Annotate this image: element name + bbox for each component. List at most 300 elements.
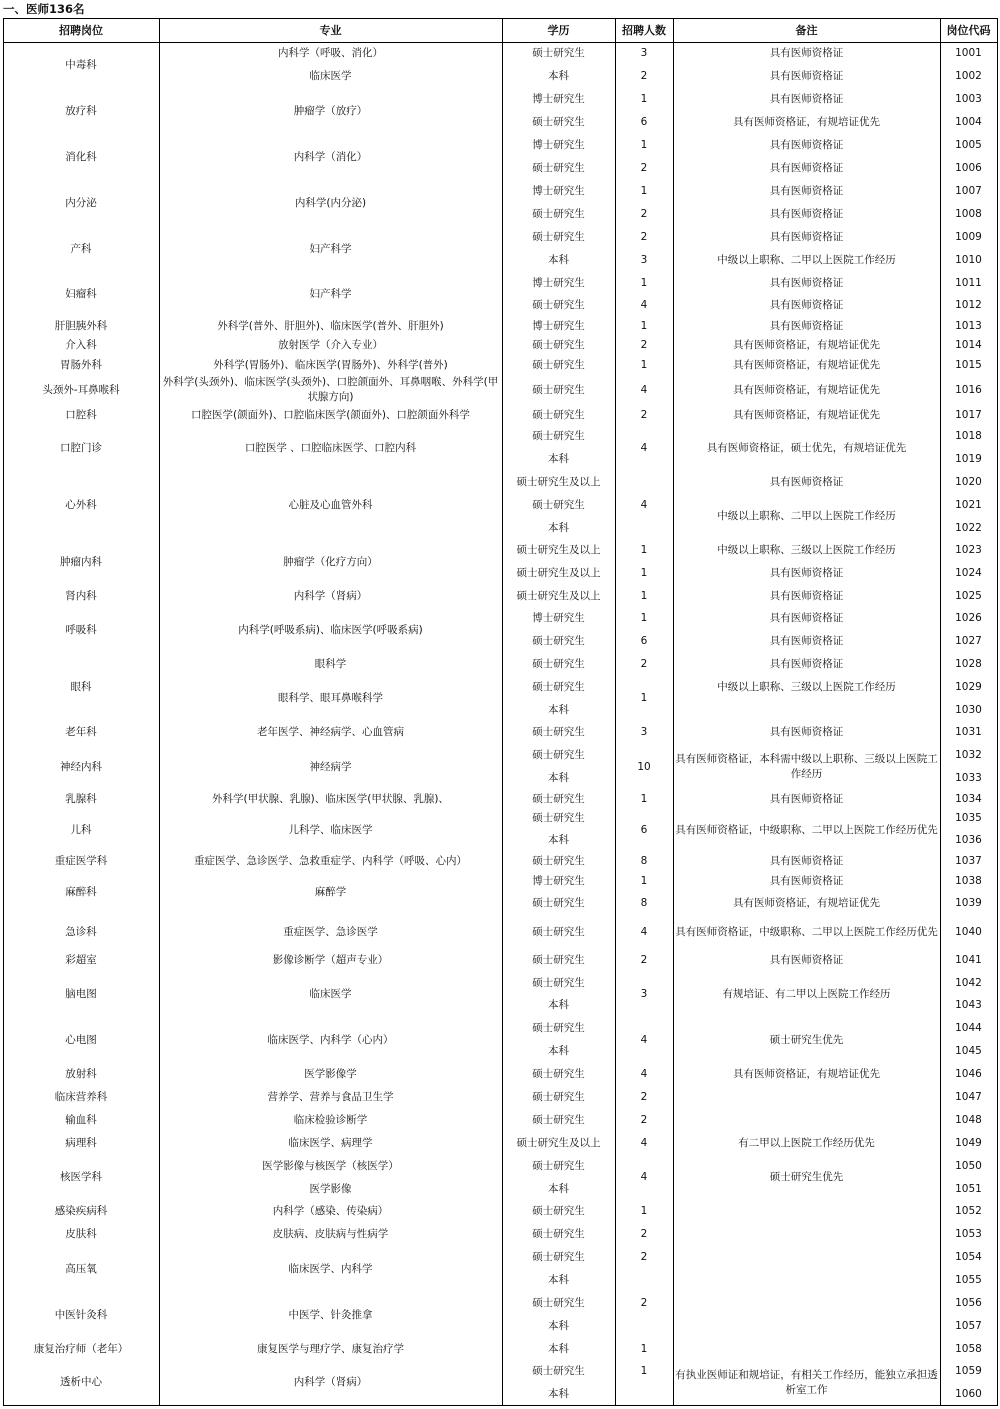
cell-code: 1018 bbox=[940, 425, 997, 448]
cell-note: 具有医师资格证 bbox=[673, 180, 940, 203]
cell-code: 1013 bbox=[940, 316, 997, 336]
cell-code: 1055 bbox=[940, 1269, 997, 1292]
cell-count: 4 bbox=[615, 1063, 673, 1086]
cell-major: 肿瘤学（化疗方向） bbox=[159, 539, 502, 585]
cell-note: 具有医师资格证，硕士优先，有规培证优先 bbox=[673, 425, 940, 471]
cell-major: 内科学（肾病） bbox=[159, 585, 502, 607]
cell-note: 具有医师资格证 bbox=[673, 203, 940, 226]
cell-major: 儿科学、临床医学 bbox=[159, 808, 502, 852]
cell-count: 3 bbox=[615, 972, 673, 1017]
cell-count: 1 bbox=[615, 870, 673, 892]
cell-code: 1042 bbox=[940, 972, 997, 994]
cell-count: 1 bbox=[615, 134, 673, 157]
cell-major: 妇产科学 bbox=[159, 272, 502, 316]
cell-note: 具有医师资格证 bbox=[673, 949, 940, 972]
cell-major: 临床医学、病理学 bbox=[159, 1131, 502, 1155]
cell-edu: 硕士研究生 bbox=[502, 721, 615, 744]
post-name: 胃肠外科 bbox=[3, 355, 159, 375]
cell-note: 具有医师资格证，有规培证优先 bbox=[673, 111, 940, 134]
post-name: 神经内科 bbox=[3, 744, 159, 790]
column-header: 专业 bbox=[159, 18, 502, 42]
cell-note: 有执业医师证和规培证，有相关工作经历，能独立承担透析室工作 bbox=[673, 1360, 940, 1405]
cell-note: 具有医师资格证 bbox=[673, 852, 940, 870]
cell-major: 内科学(内分泌) bbox=[159, 180, 502, 226]
cell-note: 具有医师资格证 bbox=[673, 134, 940, 157]
cell-count: 1 bbox=[615, 790, 673, 808]
cell-edu: 硕士研究生 bbox=[502, 744, 615, 767]
post-name: 内分泌 bbox=[3, 180, 159, 226]
cell-code: 1029 bbox=[940, 676, 997, 699]
post-name: 老年科 bbox=[3, 721, 159, 744]
cell-code: 1032 bbox=[940, 744, 997, 767]
cell-count: 1 bbox=[615, 539, 673, 562]
cell-note: 具有医师资格证 bbox=[673, 585, 940, 607]
cell-count: 1 bbox=[615, 1200, 673, 1223]
cell-edu: 硕士研究生 bbox=[502, 630, 615, 653]
cell-code: 1058 bbox=[940, 1338, 997, 1360]
cell-count bbox=[615, 1269, 673, 1292]
cell-edu: 硕士研究生 bbox=[502, 1086, 615, 1109]
cell-note: 具有医师资格证 bbox=[673, 42, 940, 65]
cell-code: 1007 bbox=[940, 180, 997, 203]
cell-count: 1 bbox=[615, 355, 673, 375]
cell-edu: 本科 bbox=[502, 249, 615, 272]
cell-count: 1 bbox=[615, 585, 673, 607]
cell-code: 1043 bbox=[940, 994, 997, 1017]
post-name: 儿科 bbox=[3, 808, 159, 852]
cell-code: 1003 bbox=[940, 88, 997, 111]
cell-note: 具有医师资格证 bbox=[673, 653, 940, 676]
cell-count bbox=[615, 1315, 673, 1338]
cell-edu: 硕士研究生 bbox=[502, 1360, 615, 1383]
cell-major: 外科学(头颈外)、临床医学(头颈外)、口腔颌面外、耳鼻咽喉、外科学(甲状腺方向) bbox=[159, 375, 502, 405]
cell-count: 2 bbox=[615, 1086, 673, 1109]
cell-note: 具有医师资格证 bbox=[673, 226, 940, 249]
cell-count: 2 bbox=[615, 1246, 673, 1269]
cell-edu: 硕士研究生 bbox=[502, 157, 615, 180]
post-name: 肾内科 bbox=[3, 585, 159, 607]
cell-edu: 硕士研究生 bbox=[502, 405, 615, 425]
cell-note: 具有医师资格证，有规培证优先 bbox=[673, 336, 940, 355]
cell-edu: 硕士研究生及以上 bbox=[502, 585, 615, 607]
cell-edu: 硕士研究生 bbox=[502, 1155, 615, 1178]
cell-count: 1 bbox=[615, 676, 673, 721]
cell-code: 1060 bbox=[940, 1383, 997, 1405]
cell-note: 具有医师资格证，有规培证优先 bbox=[673, 1063, 940, 1086]
cell-edu: 硕士研究生 bbox=[502, 1223, 615, 1246]
post-name: 脑电图 bbox=[3, 972, 159, 1017]
cell-code: 1033 bbox=[940, 767, 997, 790]
cell-edu: 本科 bbox=[502, 1315, 615, 1338]
post-name: 中医针灸科 bbox=[3, 1292, 159, 1338]
cell-note: 硕士研究生优先 bbox=[673, 1155, 940, 1200]
cell-edu: 博士研究生 bbox=[502, 870, 615, 892]
cell-code: 1050 bbox=[940, 1155, 997, 1178]
cell-code: 1056 bbox=[940, 1292, 997, 1315]
cell-edu: 博士研究生 bbox=[502, 180, 615, 203]
cell-code: 1053 bbox=[940, 1223, 997, 1246]
cell-count: 8 bbox=[615, 892, 673, 915]
cell-code: 1001 bbox=[940, 42, 997, 65]
post-name: 消化科 bbox=[3, 134, 159, 180]
cell-note: 具有医师资格证，中级职称、二甲以上医院工作经历优先 bbox=[673, 808, 940, 852]
post-name: 乳腺科 bbox=[3, 790, 159, 808]
cell-count: 1 bbox=[615, 88, 673, 111]
cell-edu: 本科 bbox=[502, 1338, 615, 1360]
cell-major: 临床医学 bbox=[159, 972, 502, 1017]
cell-note: 中级以上职称、三级以上医院工作经历 bbox=[673, 539, 940, 562]
cell-code: 1036 bbox=[940, 829, 997, 852]
post-name: 头颈外-耳鼻喉科 bbox=[3, 375, 159, 405]
cell-major: 心脏及心血管外科 bbox=[159, 471, 502, 539]
cell-code: 1027 bbox=[940, 630, 997, 653]
cell-code: 1012 bbox=[940, 295, 997, 316]
post-name: 心电图 bbox=[3, 1017, 159, 1063]
cell-edu: 硕士研究生 bbox=[502, 203, 615, 226]
cell-code: 1019 bbox=[940, 448, 997, 471]
cell-code: 1054 bbox=[940, 1246, 997, 1269]
cell-major: 麻醉学 bbox=[159, 870, 502, 915]
cell-major: 内科学（感染、传染病） bbox=[159, 1200, 502, 1223]
cell-note: 具有医师资格证，有规培证优先 bbox=[673, 892, 940, 915]
cell-major: 内科学（肾病） bbox=[159, 1360, 502, 1405]
cell-major: 妇产科学 bbox=[159, 226, 502, 272]
column-header: 招聘人数 bbox=[615, 18, 673, 42]
post-name: 麻醉科 bbox=[3, 870, 159, 915]
column-header: 备注 bbox=[673, 18, 940, 42]
cell-count: 1 bbox=[615, 180, 673, 203]
cell-code: 1047 bbox=[940, 1086, 997, 1109]
cell-count: 1 bbox=[615, 1338, 673, 1360]
cell-count: 4 bbox=[615, 1155, 673, 1200]
cell-edu: 本科 bbox=[502, 699, 615, 721]
cell-note bbox=[673, 1246, 940, 1269]
cell-major: 临床检验诊断学 bbox=[159, 1109, 502, 1131]
cell-code: 1023 bbox=[940, 539, 997, 562]
cell-count: 6 bbox=[615, 630, 673, 653]
post-name: 皮肤科 bbox=[3, 1223, 159, 1246]
cell-major: 临床医学、内科学 bbox=[159, 1246, 502, 1292]
cell-count bbox=[615, 1383, 673, 1405]
column-header: 岗位代码 bbox=[940, 18, 997, 42]
cell-edu: 硕士研究生 bbox=[502, 336, 615, 355]
cell-note: 具有医师资格证 bbox=[673, 272, 940, 295]
post-name: 核医学科 bbox=[3, 1155, 159, 1200]
cell-major: 重症医学、急诊医学 bbox=[159, 915, 502, 949]
post-name: 放疗科 bbox=[3, 88, 159, 134]
cell-major: 口腔医学(颌面外)、口腔临床医学(颌面外)、口腔颌面外科学 bbox=[159, 405, 502, 425]
cell-major: 医学影像学 bbox=[159, 1063, 502, 1086]
cell-count: 4 bbox=[615, 1017, 673, 1063]
cell-major: 外科学(胃肠外)、临床医学(胃肠外)、外科学(普外) bbox=[159, 355, 502, 375]
cell-edu: 本科 bbox=[502, 65, 615, 88]
cell-note: 具有医师资格证，有规培证优先 bbox=[673, 375, 940, 405]
cell-edu: 硕士研究生 bbox=[502, 949, 615, 972]
cell-code: 1020 bbox=[940, 471, 997, 494]
cell-edu: 本科 bbox=[502, 767, 615, 790]
cell-edu: 博士研究生 bbox=[502, 272, 615, 295]
post-name: 肿瘤内科 bbox=[3, 539, 159, 585]
cell-note bbox=[673, 1086, 940, 1109]
cell-note: 硕士研究生优先 bbox=[673, 1017, 940, 1063]
cell-note: 有二甲以上医院工作经历优先 bbox=[673, 1131, 940, 1155]
cell-edu: 硕士研究生 bbox=[502, 852, 615, 870]
post-name: 妇瘤科 bbox=[3, 272, 159, 316]
post-name: 中毒科 bbox=[3, 42, 159, 88]
cell-code: 1014 bbox=[940, 336, 997, 355]
cell-major: 临床医学、内科学（心内） bbox=[159, 1017, 502, 1063]
cell-note: 具有医师资格证 bbox=[673, 562, 940, 585]
cell-note bbox=[673, 1338, 940, 1360]
cell-major: 营养学、营养与食品卫生学 bbox=[159, 1086, 502, 1109]
cell-code: 1031 bbox=[940, 721, 997, 744]
cell-count: 2 bbox=[615, 1109, 673, 1131]
cell-note: 具有医师资格证 bbox=[673, 870, 940, 892]
cell-edu: 硕士研究生 bbox=[502, 355, 615, 375]
cell-count: 10 bbox=[615, 744, 673, 790]
cell-note: 具有医师资格证，有规培证优先 bbox=[673, 355, 940, 375]
cell-count: 3 bbox=[615, 42, 673, 65]
cell-edu: 本科 bbox=[502, 994, 615, 1017]
cell-edu: 博士研究生 bbox=[502, 134, 615, 157]
cell-count: 3 bbox=[615, 721, 673, 744]
cell-code: 1037 bbox=[940, 852, 997, 870]
cell-edu: 硕士研究生 bbox=[502, 790, 615, 808]
cell-count: 4 bbox=[615, 375, 673, 405]
post-name: 康复治疗师（老年） bbox=[3, 1338, 159, 1360]
cell-code: 1030 bbox=[940, 699, 997, 721]
cell-edu: 硕士研究生 bbox=[502, 226, 615, 249]
cell-major: 外科学(普外、肝胆外)、临床医学(普外、肝胆外) bbox=[159, 316, 502, 336]
cell-major: 内科学（呼吸、消化） bbox=[159, 42, 502, 65]
cell-edu: 博士研究生 bbox=[502, 88, 615, 111]
cell-count: 2 bbox=[615, 653, 673, 676]
cell-code: 1004 bbox=[940, 111, 997, 134]
section-title: 一、医师136名 bbox=[3, 2, 85, 16]
cell-code: 1024 bbox=[940, 562, 997, 585]
cell-edu: 硕士研究生 bbox=[502, 425, 615, 448]
cell-code: 1022 bbox=[940, 517, 997, 539]
cell-code: 1057 bbox=[940, 1315, 997, 1338]
post-name: 病理科 bbox=[3, 1131, 159, 1155]
cell-code: 1017 bbox=[940, 405, 997, 425]
cell-code: 1011 bbox=[940, 272, 997, 295]
cell-edu: 硕士研究生 bbox=[502, 1063, 615, 1086]
cell-count: 1 bbox=[615, 562, 673, 585]
cell-code: 1046 bbox=[940, 1063, 997, 1086]
cell-note: 具有医师资格证 bbox=[673, 607, 940, 630]
cell-count: 2 bbox=[615, 1292, 673, 1315]
cell-note bbox=[673, 1200, 940, 1223]
cell-edu: 硕士研究生 bbox=[502, 1200, 615, 1223]
cell-code: 1059 bbox=[940, 1360, 997, 1383]
cell-note: 中级以上职称、二甲以上医院工作经历 bbox=[673, 494, 940, 539]
cell-count: 2 bbox=[615, 336, 673, 355]
cell-code: 1034 bbox=[940, 790, 997, 808]
cell-count: 4 bbox=[615, 295, 673, 316]
cell-major: 神经病学 bbox=[159, 744, 502, 790]
cell-major: 医学影像与核医学（核医学） bbox=[159, 1155, 502, 1178]
cell-edu: 硕士研究生 bbox=[502, 915, 615, 949]
cell-count: 2 bbox=[615, 65, 673, 88]
cell-major: 皮肤病、皮肤病与性病学 bbox=[159, 1223, 502, 1246]
cell-count: 2 bbox=[615, 405, 673, 425]
post-name: 彩超室 bbox=[3, 949, 159, 972]
post-name: 呼吸科 bbox=[3, 607, 159, 653]
post-name: 输血科 bbox=[3, 1109, 159, 1131]
cell-code: 1016 bbox=[940, 375, 997, 405]
cell-edu: 本科 bbox=[502, 1040, 615, 1063]
cell-edu: 硕士研究生及以上 bbox=[502, 471, 615, 494]
cell-note: 中级以上职称、二甲以上医院工作经历 bbox=[673, 249, 940, 272]
cell-note: 具有医师资格证 bbox=[673, 316, 940, 336]
cell-code: 1038 bbox=[940, 870, 997, 892]
cell-edu: 硕士研究生 bbox=[502, 494, 615, 517]
cell-edu: 本科 bbox=[502, 517, 615, 539]
cell-note bbox=[673, 699, 940, 721]
cell-code: 1039 bbox=[940, 892, 997, 915]
cell-edu: 硕士研究生 bbox=[502, 892, 615, 915]
post-name: 口腔科 bbox=[3, 405, 159, 425]
cell-count: 2 bbox=[615, 203, 673, 226]
cell-note: 具有医师资格证 bbox=[673, 630, 940, 653]
cell-edu: 硕士研究生及以上 bbox=[502, 1131, 615, 1155]
cell-major: 放射医学（介入专业） bbox=[159, 336, 502, 355]
post-name: 重症医学科 bbox=[3, 852, 159, 870]
cell-count: 6 bbox=[615, 111, 673, 134]
column-header: 学历 bbox=[502, 18, 615, 42]
cell-code: 1049 bbox=[940, 1131, 997, 1155]
cell-note bbox=[673, 1315, 940, 1338]
cell-edu: 硕士研究生 bbox=[502, 111, 615, 134]
cell-count: 2 bbox=[615, 949, 673, 972]
post-name: 心外科 bbox=[3, 471, 159, 539]
cell-note: 具有医师资格证 bbox=[673, 157, 940, 180]
cell-major: 内科学(呼吸系病)、临床医学(呼吸系病) bbox=[159, 607, 502, 653]
cell-major: 中医学、针灸推拿 bbox=[159, 1292, 502, 1338]
cell-major: 口腔医学 、口腔临床医学、口腔内科 bbox=[159, 425, 502, 471]
cell-count: 4 bbox=[615, 425, 673, 471]
cell-edu: 硕士研究生 bbox=[502, 42, 615, 65]
cell-edu: 本科 bbox=[502, 448, 615, 471]
cell-code: 1041 bbox=[940, 949, 997, 972]
cell-code: 1045 bbox=[940, 1040, 997, 1063]
cell-count: 1 bbox=[615, 316, 673, 336]
post-name: 介入科 bbox=[3, 336, 159, 355]
post-name: 高压氧 bbox=[3, 1246, 159, 1292]
cell-code: 1008 bbox=[940, 203, 997, 226]
cell-code: 1021 bbox=[940, 494, 997, 517]
cell-note: 具有医师资格证，中级职称、二甲以上医院工作经历优先 bbox=[673, 915, 940, 949]
post-name: 口腔门诊 bbox=[3, 425, 159, 471]
cell-count: 1 bbox=[615, 607, 673, 630]
cell-note: 具有医师资格证，有规培证优先 bbox=[673, 405, 940, 425]
cell-major: 影像诊断学（超声专业） bbox=[159, 949, 502, 972]
cell-count: 2 bbox=[615, 157, 673, 180]
cell-edu: 硕士研究生 bbox=[502, 1017, 615, 1040]
cell-code: 1040 bbox=[940, 915, 997, 949]
cell-code: 1051 bbox=[940, 1178, 997, 1200]
cell-edu: 本科 bbox=[502, 829, 615, 852]
cell-note: 具有医师资格证，本科需中级以上职称、三级以上医院工作经历 bbox=[673, 744, 940, 790]
cell-note: 具有医师资格证 bbox=[673, 790, 940, 808]
cell-count: 6 bbox=[615, 808, 673, 852]
post-name: 透析中心 bbox=[3, 1360, 159, 1405]
cell-edu: 硕士研究生 bbox=[502, 808, 615, 829]
cell-edu: 硕士研究生 bbox=[502, 653, 615, 676]
cell-major: 康复医学与理疗学、康复治疗学 bbox=[159, 1338, 502, 1360]
cell-note: 具有医师资格证 bbox=[673, 721, 940, 744]
cell-note: 具有医师资格证 bbox=[673, 471, 940, 494]
cell-edu: 硕士研究生及以上 bbox=[502, 539, 615, 562]
cell-note: 具有医师资格证 bbox=[673, 88, 940, 111]
cell-note: 中级以上职称、三级以上医院工作经历 bbox=[673, 676, 940, 699]
cell-major: 外科学(甲状腺、乳腺)、临床医学(甲状腺、乳腺)、 bbox=[159, 790, 502, 808]
cell-count: 2 bbox=[615, 226, 673, 249]
cell-code: 1025 bbox=[940, 585, 997, 607]
cell-code: 1052 bbox=[940, 1200, 997, 1223]
cell-code: 1026 bbox=[940, 607, 997, 630]
cell-count: 3 bbox=[615, 249, 673, 272]
cell-count: 2 bbox=[615, 1223, 673, 1246]
cell-edu: 硕士研究生 bbox=[502, 1109, 615, 1131]
cell-code: 1015 bbox=[940, 355, 997, 375]
cell-note bbox=[673, 1109, 940, 1131]
cell-major: 肿瘤学（放疗） bbox=[159, 88, 502, 134]
cell-code: 1028 bbox=[940, 653, 997, 676]
post-name: 临床营养科 bbox=[3, 1086, 159, 1109]
cell-edu: 博士研究生 bbox=[502, 607, 615, 630]
cell-count: 1 bbox=[615, 272, 673, 295]
cell-code: 1005 bbox=[940, 134, 997, 157]
cell-note: 有规培证、有二甲以上医院工作经历 bbox=[673, 972, 940, 1017]
cell-count: 8 bbox=[615, 852, 673, 870]
cell-count: 4 bbox=[615, 915, 673, 949]
cell-major: 医学影像 bbox=[159, 1178, 502, 1200]
cell-code: 1010 bbox=[940, 249, 997, 272]
cell-edu: 硕士研究生 bbox=[502, 375, 615, 405]
cell-note bbox=[673, 1269, 940, 1292]
cell-major: 重症医学、急诊医学、急救重症学、内科学（呼吸、心内） bbox=[159, 852, 502, 870]
cell-edu: 本科 bbox=[502, 1383, 615, 1405]
cell-edu: 本科 bbox=[502, 1178, 615, 1200]
column-header: 招聘岗位 bbox=[3, 18, 159, 42]
cell-code: 1002 bbox=[940, 65, 997, 88]
cell-code: 1006 bbox=[940, 157, 997, 180]
cell-count: 4 bbox=[615, 1131, 673, 1155]
cell-note: 具有医师资格证 bbox=[673, 295, 940, 316]
cell-note bbox=[673, 1292, 940, 1315]
post-name: 感染疾病科 bbox=[3, 1200, 159, 1223]
post-name: 产科 bbox=[3, 226, 159, 272]
cell-edu: 硕士研究生 bbox=[502, 295, 615, 316]
post-name: 急诊科 bbox=[3, 915, 159, 949]
cell-edu: 硕士研究生及以上 bbox=[502, 562, 615, 585]
cell-major: 老年医学、神经病学、心血管病 bbox=[159, 721, 502, 744]
cell-count: 4 bbox=[615, 471, 673, 539]
cell-count: 1 bbox=[615, 1360, 673, 1383]
cell-edu: 博士研究生 bbox=[502, 316, 615, 336]
cell-major: 临床医学 bbox=[159, 65, 502, 88]
cell-code: 1009 bbox=[940, 226, 997, 249]
cell-major: 眼科学 bbox=[159, 653, 502, 676]
cell-edu: 硕士研究生 bbox=[502, 676, 615, 699]
cell-edu: 硕士研究生 bbox=[502, 1246, 615, 1269]
cell-major: 内科学（消化） bbox=[159, 134, 502, 180]
cell-code: 1035 bbox=[940, 808, 997, 829]
post-name: 放射科 bbox=[3, 1063, 159, 1086]
cell-note bbox=[673, 1223, 940, 1246]
